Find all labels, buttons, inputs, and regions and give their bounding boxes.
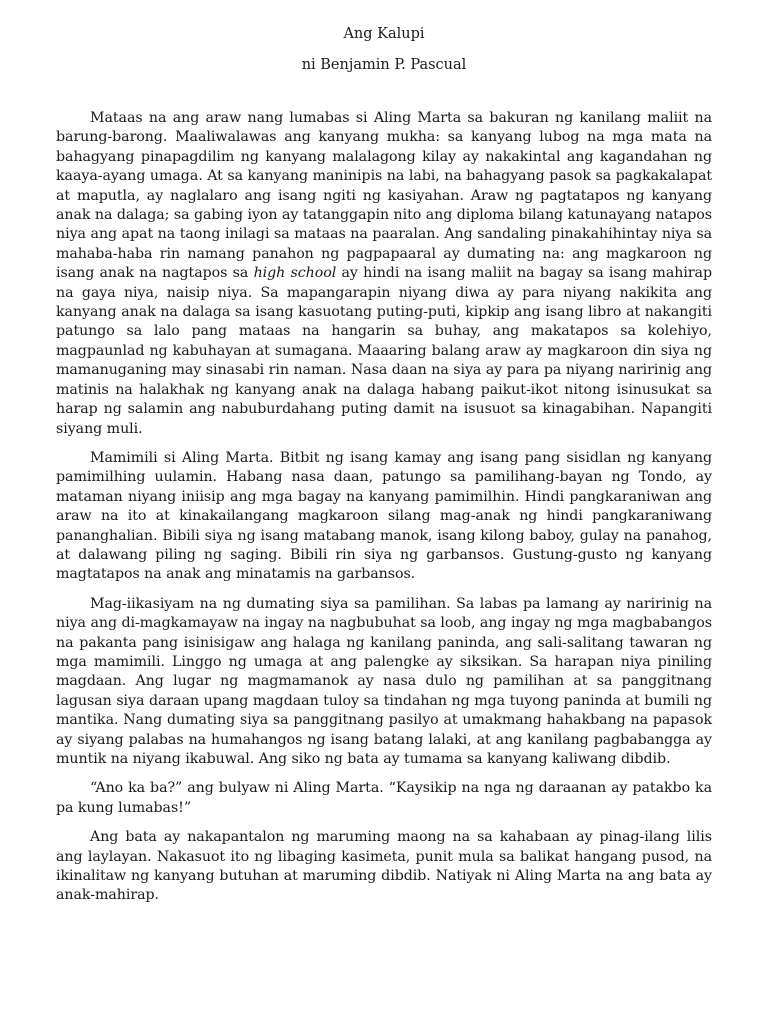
paragraph-1 [56,109,712,439]
paragraph-5: Ang bata ay nakapantalon ng maruming maong na sa kahabaan ay pinag-ilang lilis ang laylayan. Nakasuot ito ng libaging kasimeta, punit mula sa balikat hangang pusod, na ikinalitaw ng kanyang butuhan at maruming dibdib. Natiyak ni Aling Marta na ang bata ay anak-mahirap. [56,829,712,904]
document-title: Ang Kalupi [343,26,425,42]
document-author: ni Benjamin P. Pascual [301,57,467,73]
paragraph-2: Mamimili si Aling Marta. Bitbit ng isang kamay ang isang pang sisidlan ng kanyang pamimilhing uulamin. Habang nasa daan, patungo sa pamilihang-bayan ng Tondo, ay mataman niyang iniisip ang mga bagay na kanyang pamimilhin. Hindi pangkaraniwan ang araw na ito at kinakailangang magkaroon silang mag-anak ng hindi pangkaraniwang pananghalian. Bibili siya ng isang matabang manok, isang kilong baboy, gulay na panahog, at dalawang piling ng saging. Bibili rin siya ng garbansos. Gustung-gusto ng kanyang magtatapos na anak ang minatamis na garbansos. [56,449,712,583]
paragraph-1-text-before: Mataas na ang araw nang lumabas si Aling Marta sa bakuran ng kanilang maliit na barung-barong. Maaliwalawas ang kanyang mukha: sa kanyang lubog na mga mata na bahagyang pinapagdilim ng kanyang malalagong kilay ay nakakintal ang kagandahan ng kaaya-ayang umaga. At sa kanyang maninipis na labi, na bahagyang pasok sa pagkakalapat at maputla, ay naglalaro ang isang ngiti ng kasiyahan. Araw ng pagtatapos ng kanyang anak na dalaga; sa gabing iyon ay tatanggapin nito ang diploma bilang katunayang natapos niya ang apat na taong inilagi sa mataas na paaralan. Ang sandaling pinakahihintay niya sa mahaba-haba rin namang panahon ng pagpapaaral ay dumating na: ang magkaroon ng isang anak na nagtapos sa [56,110,712,282]
paragraph-1-text-after: ay hindi na isang maliit na bagay sa isang mahirap na gaya niya, naisip niya. Sa mapangarapin niyang diwa ay para niyang nakikita ang kanyang anak na dalaga sa isang kasuotang puting-puti, kipkip ang isang libro at nakangiti patungo sa lalo pang mataas na hangarin sa buhay, ang makatapos sa kolehiyo, magpaunlad ng kabuhayan at sumagana. Maaaring balang araw ay magkaroon din siya ng mamanuganing may sinasabi rin naman. Nasa daan na siya ay para pa niyang naririnig ang matinis na halakhak ng kanyang anak na dalaga habang paikut-ikot nitong isinusukat sa harap ng salamin ang nabuburdahang puting damit na isusuot sa kinagabihan. Napangiti siyang muli. [56,265,712,437]
document-page [56,24,712,916]
paragraph-4: “Ano ka ba?” ang bulyaw ni Aling Marta. “Kaysikip na nga ng daraanan ay patakbo ka pa kung lumabas!” [56,780,712,816]
paragraph-3: Mag-iikasiyam na ng dumating siya sa pamilihan. Sa labas pa lamang ay naririnig na niya ang di-magkamayaw na ingay na nagbubuhat sa loob, ang ingay ng mga magbabangos na pakanta pang isinisigaw ang halaga ng kanilang paninda, ang sali-salitang tawaran ng mga mamimili. Linggo ng umaga at ang palengke ay siksikan. Sa harapan niya piniling magdaan. Ang lugar ng magmamanok ay nasa dulo ng pamilihan at sa panggitnang lagusan siya daraan upang magdaan tuloy sa tindahan ng mga tuyong paninda at bumili ng mantika. Nang dumating siya sa panggitnang pasilyo at umakmang hahakbang na papasok ay siyang palabas na humahangos ng isang batang lalaki, at ang kanilang pagbabangga ay muntik na niyang ikabuwal. Ang siko ng bata ay tumama sa kanyang kaliwang dibdib. [56,595,712,767]
paragraph-1-emphasis: high school [253,265,337,282]
